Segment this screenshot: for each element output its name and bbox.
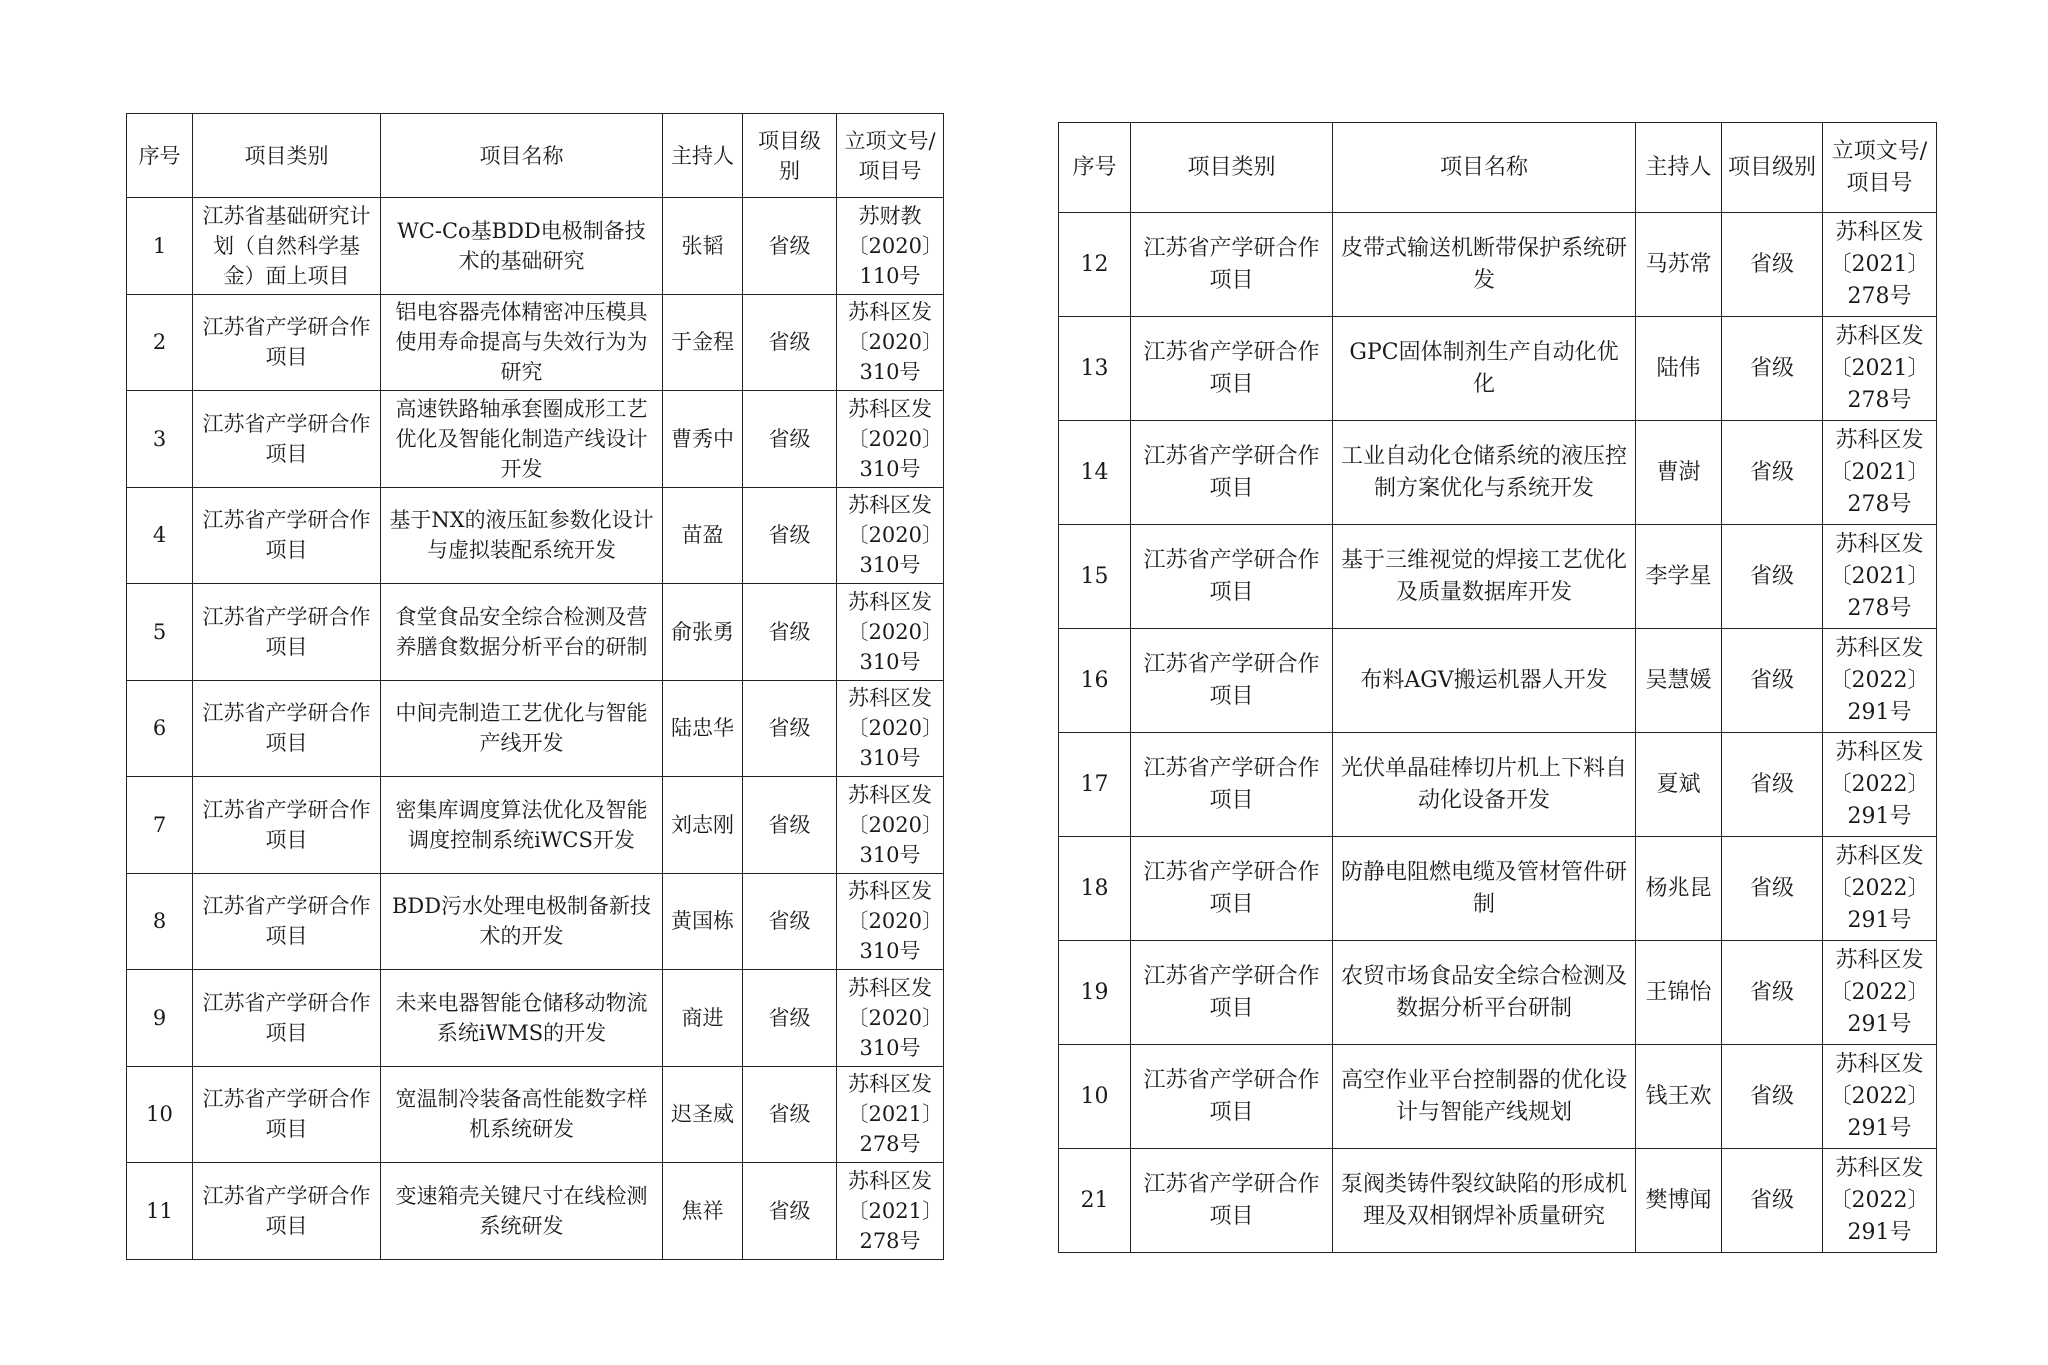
cell-level: 省级 [1722,941,1823,1045]
cell-host: 迟圣威 [663,1066,743,1163]
cell-level: 省级 [1722,317,1823,421]
cell-category: 江苏省产学研合作项目 [1131,629,1333,733]
cell-category: 江苏省产学研合作项目 [1131,317,1333,421]
cell-level: 省级 [743,487,837,584]
cell-category: 江苏省产学研合作项目 [1131,525,1333,629]
cell-name: BDD污水处理电极制备新技术的开发 [381,873,663,970]
cell-doc: 苏科区发〔2022〕291号 [1823,733,1937,837]
header-no: 序号 [127,114,193,198]
cell-category: 江苏省产学研合作项目 [1131,1149,1333,1253]
cell-name: 皮带式输送机断带保护系统研发 [1333,213,1636,317]
cell-no: 19 [1059,941,1131,1045]
table-row [1059,1045,1937,1149]
cell-doc: 苏科区发〔2021〕278号 [837,1066,944,1163]
cell-doc: 苏科区发〔2022〕291号 [1823,837,1937,941]
cell-host: 俞张勇 [663,584,743,681]
table-row [127,970,944,1067]
cell-no: 6 [127,680,193,777]
cell-host: 于金程 [663,294,743,391]
cell-level: 省级 [1722,213,1823,317]
cell-doc: 苏科区发〔2020〕310号 [837,294,944,391]
cell-doc: 苏科区发〔2021〕278号 [837,1163,944,1260]
header-level: 项目级别 [1722,123,1823,213]
cell-name: 光伏单晶硅棒切片机上下料自动化设备开发 [1333,733,1636,837]
cell-name: 基于三维视觉的焊接工艺优化及质量数据库开发 [1333,525,1636,629]
table-row [1059,317,1937,421]
cell-host: 焦祥 [663,1163,743,1260]
cell-no: 13 [1059,317,1131,421]
cell-category: 江苏省产学研合作项目 [193,1163,381,1260]
cell-name: 防静电阻燃电缆及管材管件研制 [1333,837,1636,941]
cell-category: 江苏省产学研合作项目 [1131,941,1333,1045]
cell-no: 4 [127,487,193,584]
cell-category: 江苏省产学研合作项目 [193,1066,381,1163]
cell-host: 陆忠华 [663,680,743,777]
table-row [127,1163,944,1260]
project-table-right [1058,122,1937,1253]
table-body-left [127,198,944,1260]
table-row [1059,941,1937,1045]
table-row [127,584,944,681]
table-row [1059,1149,1937,1253]
cell-name: 布料AGV搬运机器人开发 [1333,629,1636,733]
cell-no: 15 [1059,525,1131,629]
cell-no: 8 [127,873,193,970]
table-row [1059,525,1937,629]
header-doc: 立项文号/项目号 [837,114,944,198]
cell-no: 18 [1059,837,1131,941]
cell-host: 钱王欢 [1636,1045,1722,1149]
cell-category: 江苏省产学研合作项目 [193,970,381,1067]
cell-category: 江苏省产学研合作项目 [193,391,381,488]
cell-doc: 苏科区发〔2020〕310号 [837,584,944,681]
cell-name: 泵阀类铸件裂纹缺陷的形成机理及双相钢焊补质量研究 [1333,1149,1636,1253]
cell-category: 江苏省产学研合作项目 [1131,421,1333,525]
cell-name: 基于NX的液压缸参数化设计与虚拟装配系统开发 [381,487,663,584]
cell-host: 王锦怡 [1636,941,1722,1045]
table-header-row [127,114,944,198]
cell-doc: 苏科区发〔2020〕310号 [837,391,944,488]
header-category: 项目类别 [193,114,381,198]
cell-level: 省级 [1722,1149,1823,1253]
cell-category: 江苏省产学研合作项目 [1131,213,1333,317]
header-level: 项目级别 [743,114,837,198]
cell-level: 省级 [743,198,837,295]
cell-category: 江苏省产学研合作项目 [193,777,381,874]
header-name: 项目名称 [1333,123,1636,213]
cell-category: 江苏省产学研合作项目 [193,294,381,391]
cell-level: 省级 [743,873,837,970]
cell-no: 14 [1059,421,1131,525]
table-row [127,873,944,970]
table-row [127,294,944,391]
cell-host: 曹澍 [1636,421,1722,525]
cell-doc: 苏科区发〔2022〕291号 [1823,941,1937,1045]
cell-category: 江苏省产学研合作项目 [1131,733,1333,837]
cell-doc: 苏科区发〔2020〕310号 [837,680,944,777]
project-table-left [126,113,944,1260]
cell-level: 省级 [743,1163,837,1260]
cell-doc: 苏科区发〔2022〕291号 [1823,1149,1937,1253]
cell-no: 2 [127,294,193,391]
cell-level: 省级 [1722,421,1823,525]
cell-category: 江苏省产学研合作项目 [193,584,381,681]
cell-level: 省级 [1722,525,1823,629]
table-row [127,680,944,777]
cell-level: 省级 [1722,733,1823,837]
cell-host: 陆伟 [1636,317,1722,421]
cell-host: 刘志刚 [663,777,743,874]
cell-name: 宽温制冷装备高性能数字样机系统研发 [381,1066,663,1163]
header-name: 项目名称 [381,114,663,198]
cell-level: 省级 [743,294,837,391]
cell-name: 中间壳制造工艺优化与智能产线开发 [381,680,663,777]
cell-no: 7 [127,777,193,874]
cell-no: 21 [1059,1149,1131,1253]
cell-name: GPC固体制剂生产自动化优化 [1333,317,1636,421]
cell-level: 省级 [743,970,837,1067]
table-row [1059,213,1937,317]
cell-doc: 苏科区发〔2022〕291号 [1823,1045,1937,1149]
cell-no: 5 [127,584,193,681]
table-row [127,198,944,295]
table-row [1059,629,1937,733]
cell-host: 张韬 [663,198,743,295]
table-row [127,1066,944,1163]
cell-host: 马苏常 [1636,213,1722,317]
cell-level: 省级 [743,777,837,874]
cell-name: 铝电容器壳体精密冲压模具使用寿命提高与失效行为为研究 [381,294,663,391]
cell-name: 食堂食品安全综合检测及营养膳食数据分析平台的研制 [381,584,663,681]
cell-name: WC-Co基BDD电极制备技术的基础研究 [381,198,663,295]
header-host: 主持人 [1636,123,1722,213]
header-doc: 立项文号/项目号 [1823,123,1937,213]
cell-doc: 苏科区发〔2021〕278号 [1823,421,1937,525]
cell-doc: 苏科区发〔2022〕291号 [1823,629,1937,733]
cell-doc: 苏科区发〔2021〕278号 [1823,213,1937,317]
cell-host: 苗盈 [663,487,743,584]
cell-doc: 苏科区发〔2020〕310号 [837,873,944,970]
cell-doc: 苏科区发〔2020〕310号 [837,970,944,1067]
cell-host: 杨兆昆 [1636,837,1722,941]
cell-category: 江苏省基础研究计划（自然科学基金）面上项目 [193,198,381,295]
cell-host: 曹秀中 [663,391,743,488]
cell-category: 江苏省产学研合作项目 [1131,1045,1333,1149]
cell-level: 省级 [743,680,837,777]
cell-no: 12 [1059,213,1131,317]
cell-category: 江苏省产学研合作项目 [193,487,381,584]
header-host: 主持人 [663,114,743,198]
cell-no: 1 [127,198,193,295]
cell-no: 11 [127,1163,193,1260]
cell-no: 10 [1059,1045,1131,1149]
cell-host: 商进 [663,970,743,1067]
cell-no: 17 [1059,733,1131,837]
cell-name: 密集库调度算法优化及智能调度控制系统iWCS开发 [381,777,663,874]
table-row [1059,421,1937,525]
cell-name: 未来电器智能仓储移动物流系统iWMS的开发 [381,970,663,1067]
cell-level: 省级 [1722,837,1823,941]
cell-doc: 苏财教〔2020〕110号 [837,198,944,295]
cell-name: 工业自动化仓储系统的液压控制方案优化与系统开发 [1333,421,1636,525]
table-row [127,391,944,488]
cell-level: 省级 [743,391,837,488]
cell-no: 9 [127,970,193,1067]
cell-doc: 苏科区发〔2021〕278号 [1823,317,1937,421]
table-body-right [1059,213,1937,1253]
header-no: 序号 [1059,123,1131,213]
cell-host: 黄国栋 [663,873,743,970]
cell-doc: 苏科区发〔2021〕278号 [1823,525,1937,629]
cell-category: 江苏省产学研合作项目 [193,873,381,970]
cell-name: 农贸市场食品安全综合检测及数据分析平台研制 [1333,941,1636,1045]
cell-no: 3 [127,391,193,488]
table-row [1059,733,1937,837]
cell-name: 变速箱壳关键尺寸在线检测系统研发 [381,1163,663,1260]
cell-level: 省级 [743,1066,837,1163]
cell-host: 吴慧媛 [1636,629,1722,733]
table-header-row [1059,123,1937,213]
cell-no: 16 [1059,629,1131,733]
cell-host: 樊博闻 [1636,1149,1722,1253]
cell-category: 江苏省产学研合作项目 [193,680,381,777]
cell-doc: 苏科区发〔2020〕310号 [837,487,944,584]
cell-level: 省级 [1722,629,1823,733]
header-category: 项目类别 [1131,123,1333,213]
table-row [127,777,944,874]
table-row [127,487,944,584]
cell-level: 省级 [743,584,837,681]
cell-name: 高速铁路轴承套圈成形工艺优化及智能化制造产线设计开发 [381,391,663,488]
cell-level: 省级 [1722,1045,1823,1149]
cell-host: 夏斌 [1636,733,1722,837]
cell-doc: 苏科区发〔2020〕310号 [837,777,944,874]
cell-host: 李学星 [1636,525,1722,629]
table-row [1059,837,1937,941]
cell-name: 高空作业平台控制器的优化设计与智能产线规划 [1333,1045,1636,1149]
cell-category: 江苏省产学研合作项目 [1131,837,1333,941]
cell-no: 10 [127,1066,193,1163]
